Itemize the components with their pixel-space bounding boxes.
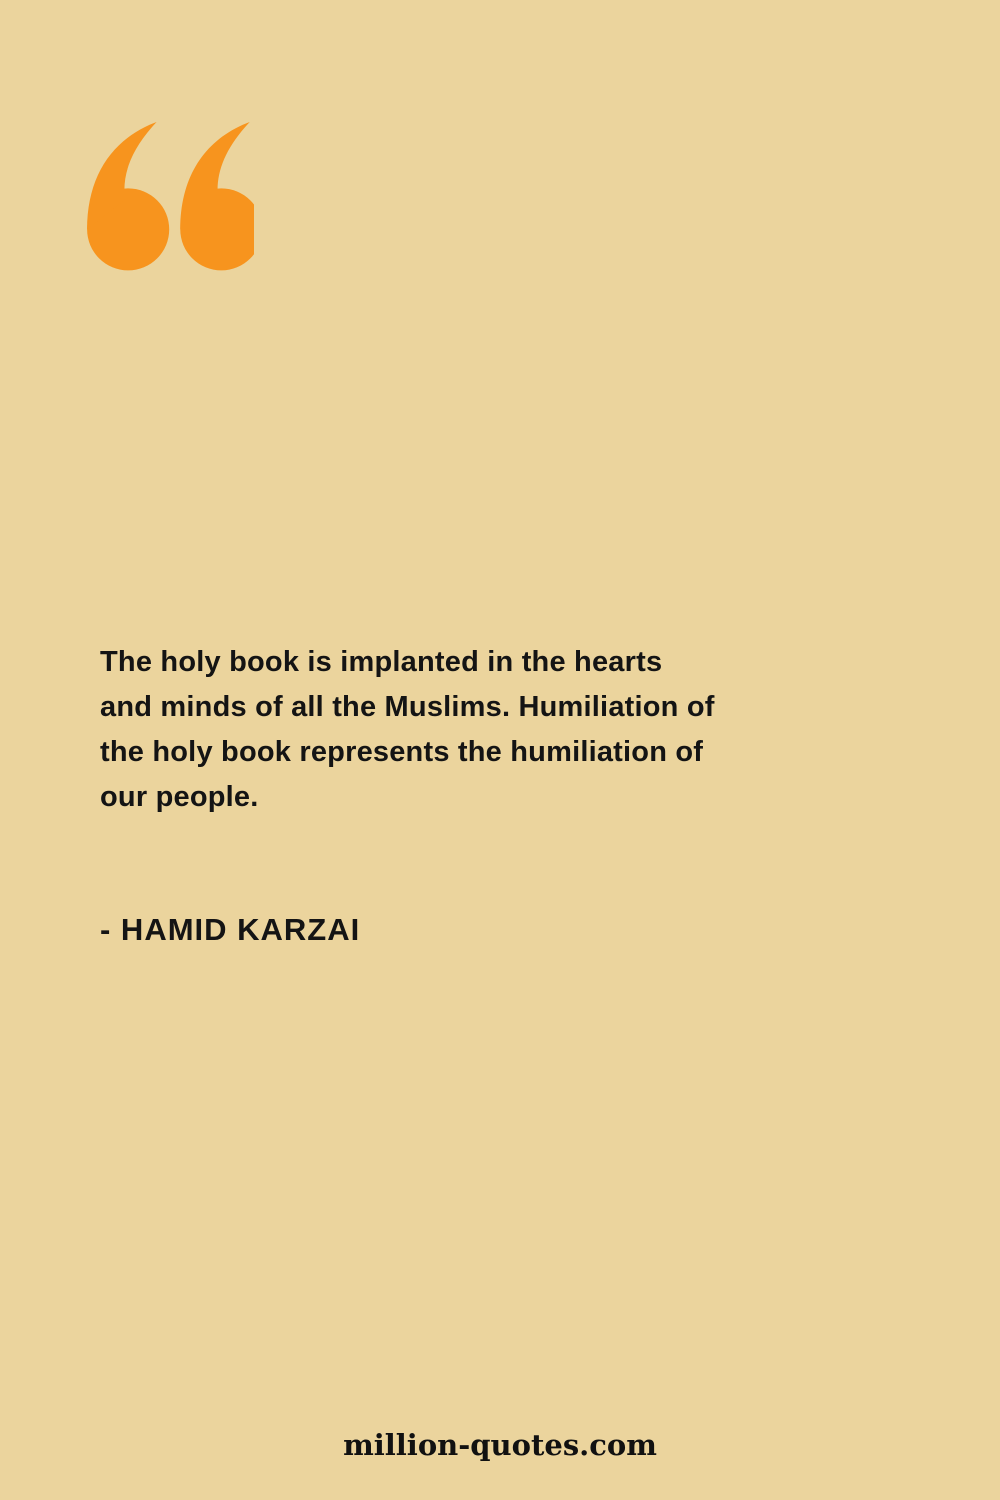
quote-author: - HAMID KARZAI [100, 912, 361, 947]
quote-line: the holy book represents the humiliation of [100, 736, 704, 768]
quote-text [100, 640, 860, 820]
quote-line: and minds of all the Muslims. Humiliation of [100, 691, 715, 723]
quote-line: our people. [100, 781, 259, 813]
opening-quotation-mark-icon [86, 122, 254, 272]
website-text: million-quotes.com [343, 1428, 657, 1462]
quote-line: The holy book is implanted in the hearts [100, 646, 663, 678]
